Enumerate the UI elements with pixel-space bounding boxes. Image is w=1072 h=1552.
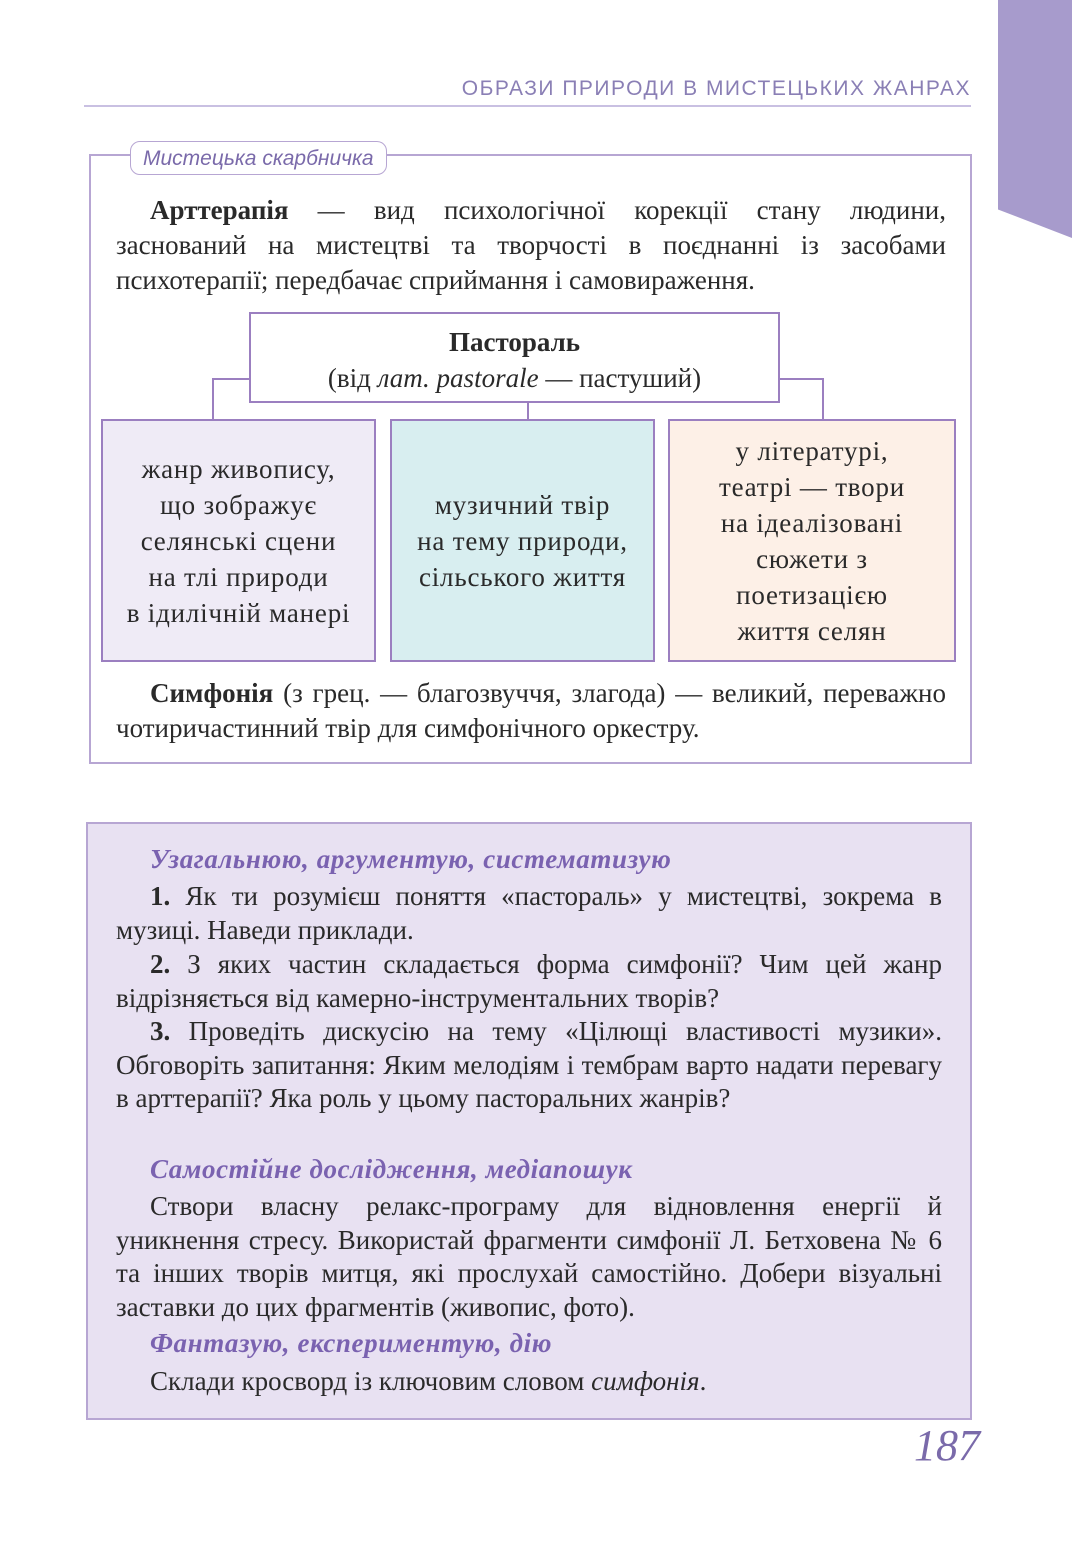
connector <box>780 378 824 380</box>
origin-latin: лат. pastorale <box>377 363 539 393</box>
connector <box>822 378 824 419</box>
task-text: З яких частин складається форма симфонії? Чим цей жанр відрізняється від камерно-інструментальних творів? <box>116 949 942 1013</box>
task-1 <box>116 880 942 947</box>
branch-literature <box>668 419 956 662</box>
pastoral-title: Пастораль <box>448 327 581 357</box>
chapter-tab <box>998 0 1072 238</box>
treasury-label: Мистецька скарбничка <box>130 141 387 175</box>
task-number: 3. <box>150 1016 171 1046</box>
term-art-therapy: Арттерапія <box>150 195 289 225</box>
task-2 <box>116 948 942 1015</box>
task-3 <box>116 1015 942 1116</box>
connector <box>212 378 249 380</box>
branch-text: у літературі, театрі — твори на ідеалізовані сюжети з поетизацією життя селян <box>718 435 906 646</box>
branch-text: жанр живопису, що зображує селянські сцени на тлі природи в ідилічній манері <box>126 453 351 628</box>
definition-text: — вид психологічної корекції стану людини, заснований на мистецтві та творчості в поєднанні із засобами психотерапії; передбачає сприймання і самовираження. <box>116 195 946 295</box>
term-symphony: Симфонія <box>150 678 274 708</box>
origin-prefix: (від <box>327 363 378 393</box>
origin-suffix: — пастуший) <box>538 363 702 393</box>
definition-art-therapy <box>116 193 946 298</box>
header-rule <box>84 105 971 107</box>
crossword-task <box>116 1365 942 1399</box>
running-head: ОБРАЗИ ПРИРОДИ В МИСТЕЦЬКИХ ЖАНРАХ <box>461 77 971 100</box>
branch-music <box>390 419 655 662</box>
connector <box>212 378 214 419</box>
definition-text: (з грец. — благозвуччя, злагода) — великий, переважно чотиричастинний твір для симфонічного оркестру. <box>116 678 946 743</box>
definition-symphony <box>116 676 946 746</box>
branch-text: музичний твір на тему природи, сільського життя <box>417 489 628 592</box>
task-text: Як ти розумієш поняття «пастораль» у мистецтві, зокрема в музиці. Наведи приклади. <box>116 881 942 945</box>
task-text: Склади кросворд із ключовим словом <box>150 1366 592 1396</box>
page-number: 187 <box>914 1421 980 1470</box>
keyword-symphony: симфонія <box>591 1366 700 1396</box>
task-number: 2. <box>150 949 171 979</box>
branch-painting <box>101 419 376 662</box>
section-heading-fantasize: Фантазую, експериментую, дію <box>150 1328 553 1358</box>
task-text: Проведіть дискусію на тему «Цілющі властивості музики». Обговоріть запитання: Яким мелодіям і тембрам варто надати перевагу в арттерапії? Яка роль у цьому пасторальних жанрів? <box>116 1016 942 1113</box>
task-number: 1. <box>150 881 171 911</box>
task-text-end: . <box>699 1366 707 1396</box>
connector <box>527 403 529 419</box>
research-task: Створи власну релакс-програму для відновлення енергії й уникнення стресу. Використай фрагменти симфонії Л. Бетховена № 6 та інших творів митця, які прослухай самостійно. Добери візуальні заставки до цих фрагментів (живопис, фото). <box>116 1191 942 1322</box>
section-heading-generalize: Узагальнюю, аргументую, систематизую <box>150 844 672 874</box>
section-heading-research: Самостійне дослідження, медіапошук <box>150 1154 633 1184</box>
pastoral-origin <box>328 363 701 393</box>
pastoral-title-box <box>249 312 780 403</box>
